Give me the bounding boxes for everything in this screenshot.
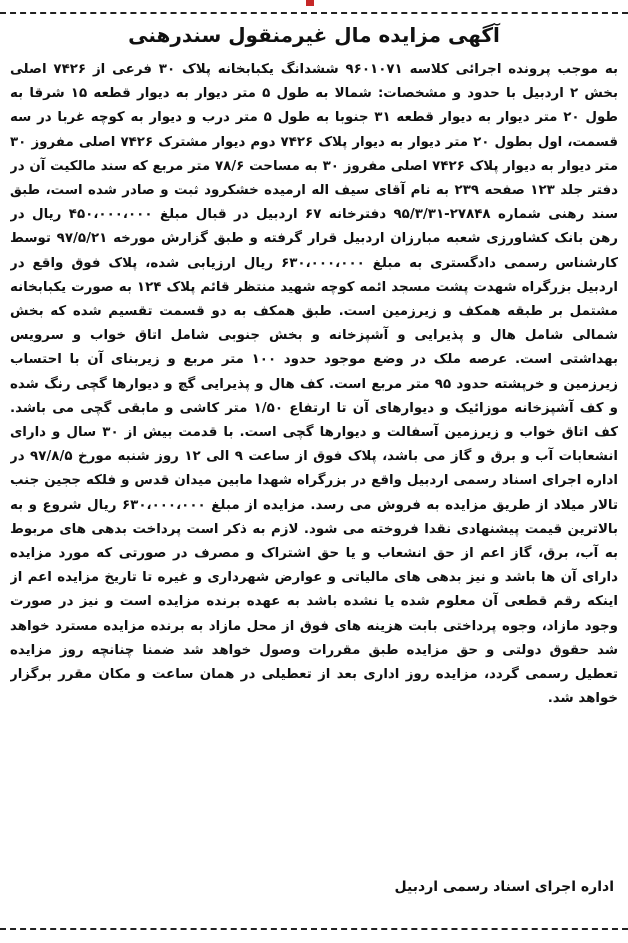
bottom-dashed-border bbox=[0, 928, 628, 943]
top-dashed-border bbox=[0, 0, 628, 14]
notice-body: به موجب پرونده اجرائی کلاسه ۹۶۰۱۰۷۱ ششدانگ یکبابخانه پلاک ۳۰ فرعی از ۷۴۲۶ اصلی بخش ۲ اردبیل با حدود و مشخصات: شمالا به طول ۵ متر دیوار به دیوار قطعه ۱۵ شرقا به طول ۲۰ متر دیوار به دیوار قطعه ۳۱ جنوبا به طول ۵ متر درب و دیوار به کوچه غربا در سه قسمت، اول بطول ۲۰ متر دیوار به دیوار پلاک ۷۴۲۶ دوم دیوار مشترک ۷۴۲۶ اصلی مفروز ۳۰ متر دیوار به دیوار پلاک ۷۴۲۶ اصلی مفروز ۳۰ به مساحت ۷۸/۶ متر مربع که سند مالکیت آن در دفتر جلد ۱۲۳ صفحه ۲۳۹ به نام آقای سیف اله ارمیده خشکرود ثبت و صادر شده است، طبق سند رهنی شماره ۲۷۸۴۸-۹۵/۳/۳۱ دفترخانه ۶۷ اردبیل در قبال مبلغ ۴۵۰،۰۰۰،۰۰۰ ریال در رهن بانک کشاورزی شعبه مبارزان اردبیل قرار گرفته و طبق گزارش مورخه ۹۷/۵/۲۱ توسط کارشناس رسمی دادگستری به مبلغ ۶۳۰،۰۰۰،۰۰۰ ریال ارزیابی شده، پلاک فوق واقع در اردبیل بزرگراه شهدت پشت مسجد ائمه کوچه شهید منتظر قائم پلاک ۱۲۴ به صورت یکبابخانه مشتمل بر طبقه همکف و زیرزمین است. طبق همکف به دو قسمت تقسیم شده که بخش شمالی شامل هال و پذیرایی و آشپزخانه و بخش جنوبی شامل اتاق خواب و سرویس بهداشتی است. عرصه ملک در وضع موجود حدود ۱۰۰ متر مربع و زیربنای آن با احتساب زیرزمین و خرپشته حدود ۹۵ متر مربع است. کف هال و پذیرایی گچ و دیوارها گچی رنگ شده و کف آشپزخانه موزائیک و دیوارهای آن تا ارتفاع ۱/۵۰ متر کاشی و مابقی گچی می باشد. کف اتاق خواب و زیرزمین آسفالت و دیوارها گچی است. با قدمت بیش از ۳۰ سال و دارای انشعابات آب و برق و گاز می باشد، پلاک فوق از ساعت ۹ الی ۱۲ روز شنبه مورخ ۹۷/۸/۵ در اداره اجرای اسناد رسمی اردبیل واقع در بزرگراه شهدا مابین میدان قدس و فلکه ججین جنب تالار میلاد از طریق مزایده به فروش می رسد. مزایده از مبلغ ۶۳۰،۰۰۰،۰۰۰ ریال شروع و به بالاترین قیمت پیشنهادی نقدا فروخته می شود. لازم به ذکر است پرداخت بدهی های مربوط به آب، برق، گاز اعم از حق انشعاب و یا حق اشتراک و مصرف در صورتی که مورد مزایده دارای آن ها باشد و نیز بدهی های مالیاتی و عوارض شهرداری و غیره تا تاریخ مزایده اعم از اینکه رقم قطعی آن معلوم شده یا نشده باشد به عهده برنده مزایده است و نیز در صورت وجود مازاد، وجوه پرداختی بابت هزینه های فوق از محل مازاد به برنده مزایده مسترد خواهد شد حقوق دولتی و حق مزایده طبق مقررات وصول خواهد شد ضمنا چنانچه روز مزایده تعطیل رسمی گردد، مزایده روز اداری بعد از تعطیلی در همان ساعت و مکان مقرر برگزار خواهد شد. bbox=[10, 62, 618, 707]
notice-title: آگهی مزایده مال غیرمنقول سندرهنی bbox=[128, 23, 500, 47]
issuer-signature: اداره اجرای اسناد رسمی اردبیل bbox=[394, 879, 614, 895]
top-red-mark bbox=[306, 0, 314, 6]
